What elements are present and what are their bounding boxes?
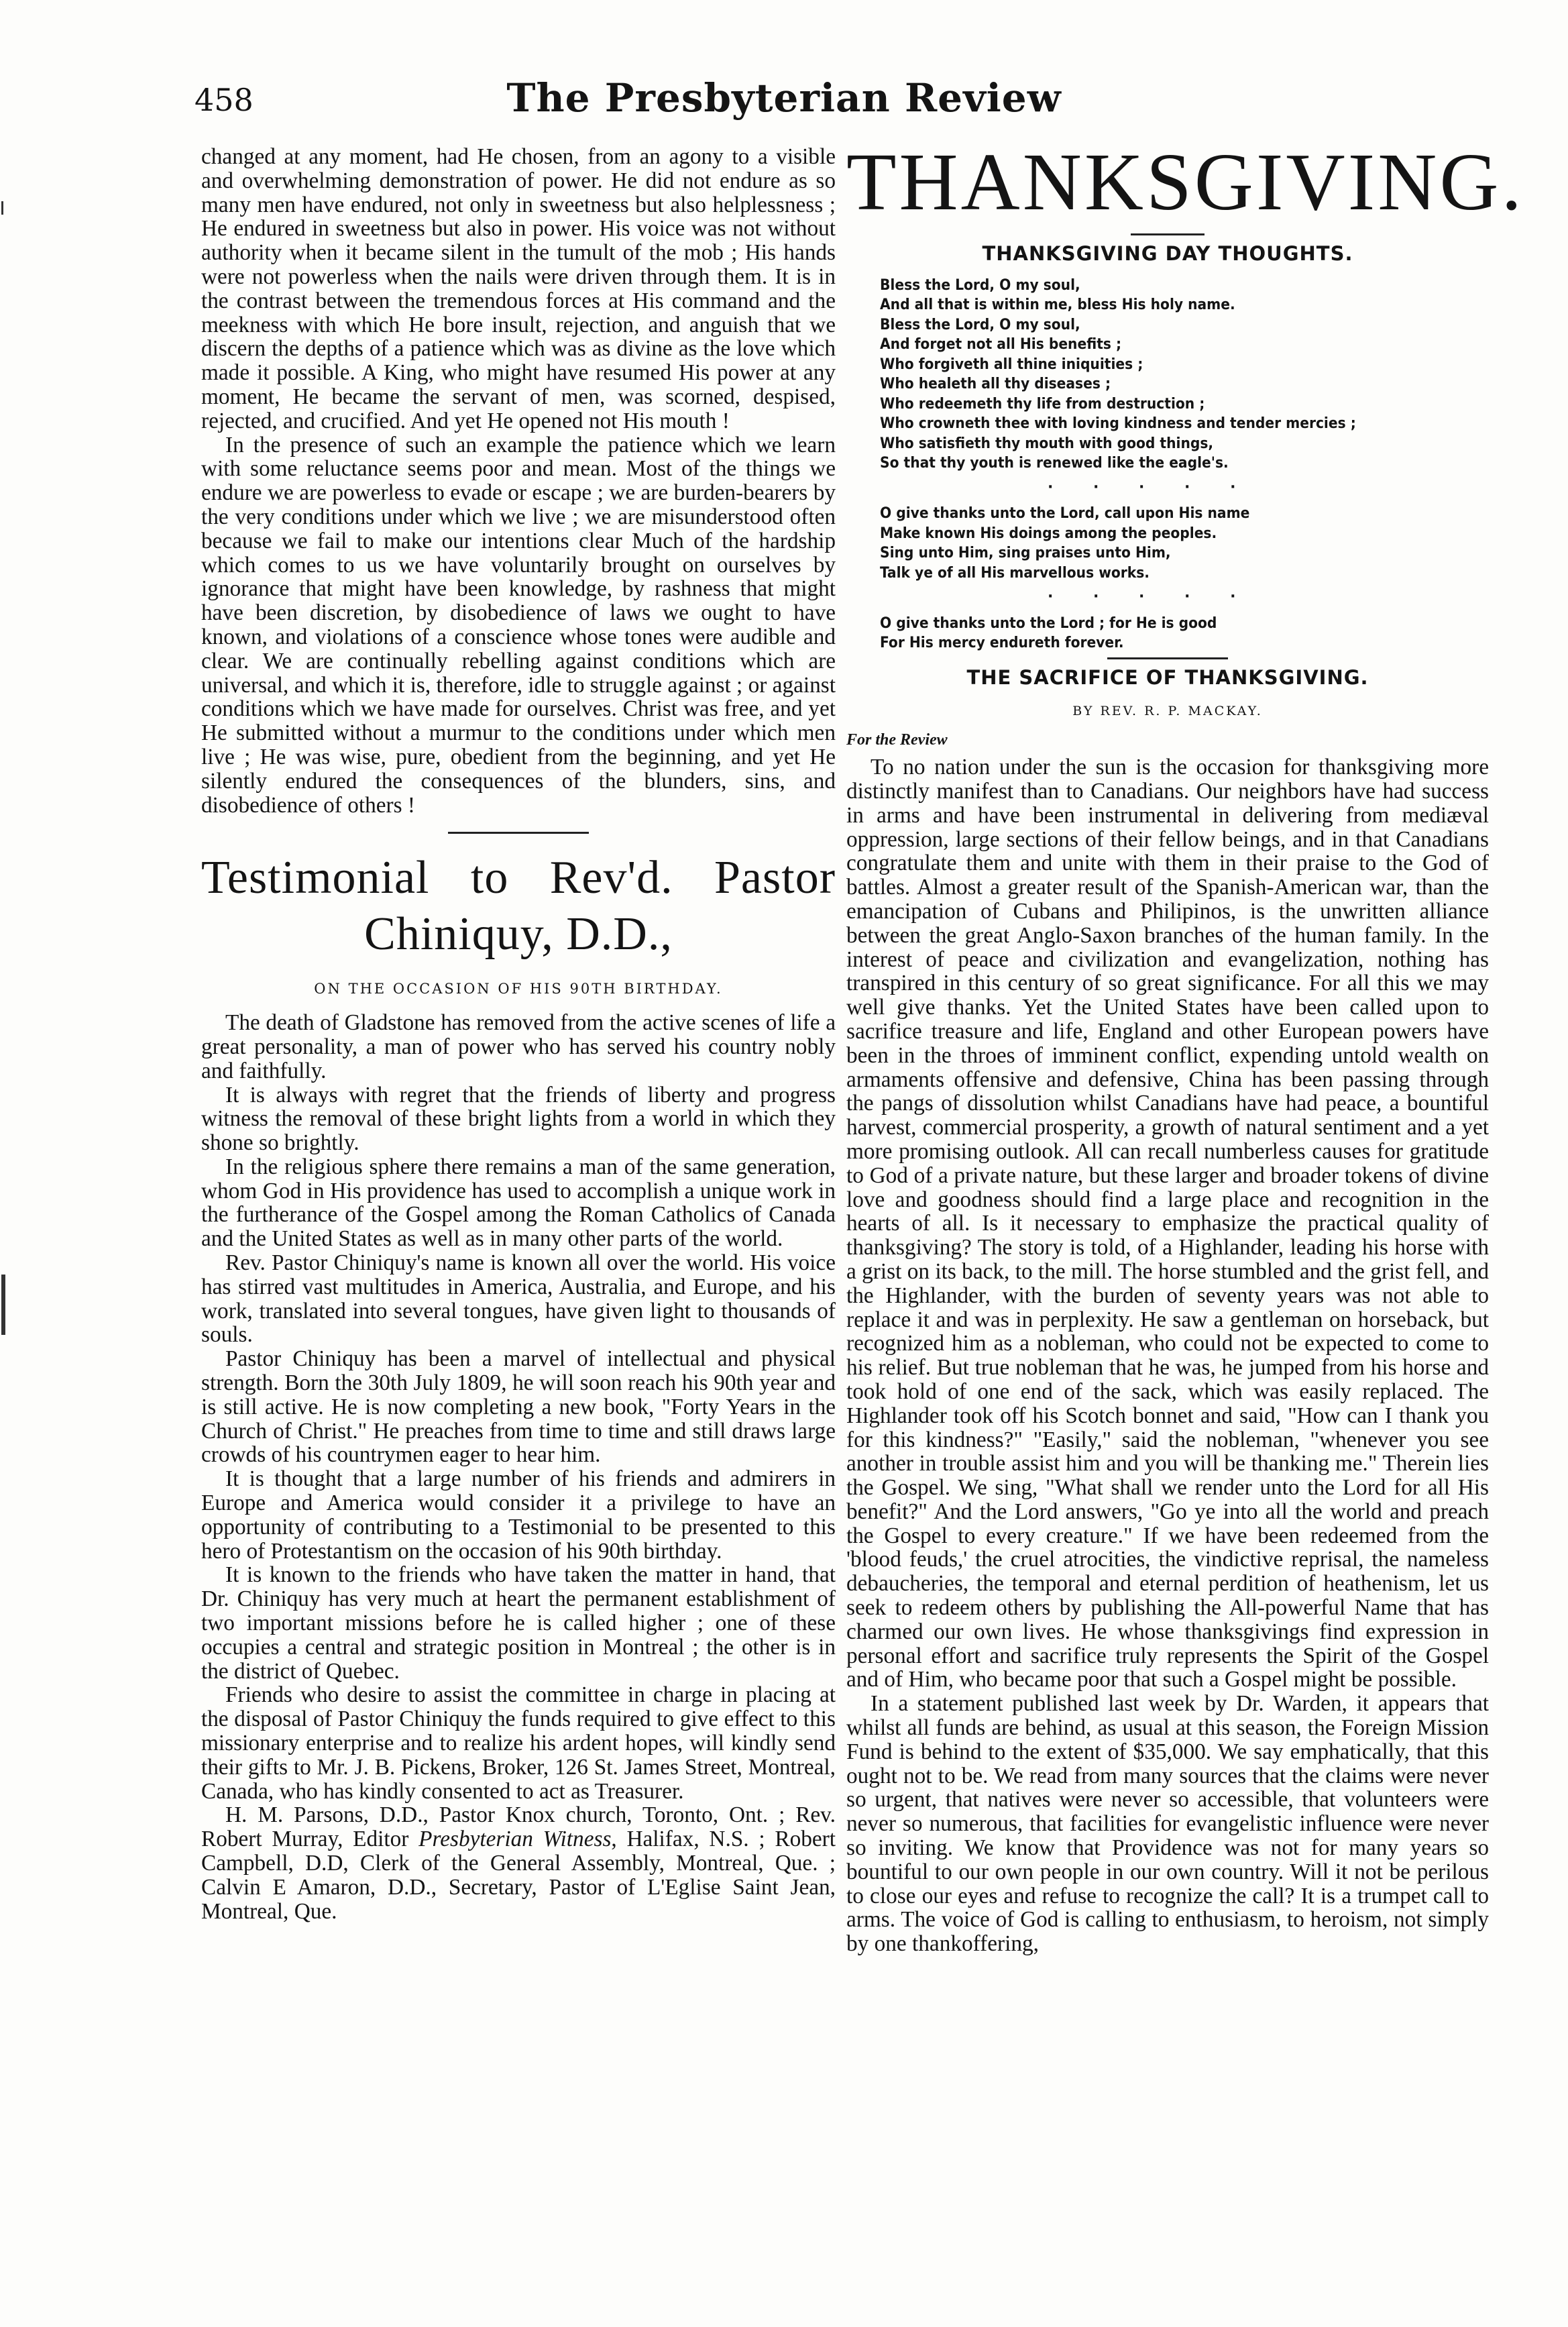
right-column xyxy=(846,137,1524,1957)
poem-line: Bless the Lord, O my soul, xyxy=(880,276,1080,294)
poem-line: Who healeth all thy diseases ; xyxy=(880,375,1111,393)
signatories-text: H. M. Parsons, D.D., Pastor Knox church, Toronto, Ont. ; Rev. Robert Murray, Editor xyxy=(201,1802,836,1852)
poem-line: Sing unto Him, sing praises unto Him, xyxy=(880,544,1171,562)
poem-line: Who redeemeth thy life from destruction ; xyxy=(880,394,1205,413)
paragraph: In the presence of such an example the patience which we learn with some reluctance seems poor and mean. Most of the things we endure we are powerless to evade or escape ; we are burden-bearers by the very conditions under which we live ; we are misunderstood often because we fail to make our intentions clear Much of the hardship which comes to us we have voluntarily brought on ourselves by ignorance that might have been knowledge, by rashness that might have been discretion, by disobedience of laws we ought to have known, and violations of a conscience whose tones were audible and clear. We are continually rebelling against conditions which are universal, and which it is, therefore, idle to struggle against ; or against conditions which we have made for ourselves. Christ was free, and yet He submitted without a murmur to the conditions under which men live ; He was wise, pure, obedient from the beginning, and yet He silently endured the consequences of the blunders, sins, and disobedience of others ! xyxy=(201,432,836,818)
scan-edge-tick xyxy=(1,201,3,215)
poem-line: So that thy youth is renewed like the eagle's. xyxy=(880,454,1229,472)
paragraph: Rev. Pastor Chiniquy's name is known all over the world. His voice has stirred vast multitudes in America, Australia, and Europe, and his work, translated into several tongues, have given light to thousands of souls. xyxy=(201,1250,836,1348)
paragraph: It is thought that a large number of his friends and admirers in Europe and America would consider it a privilege to have an opportunity of contributing to a Testimonial to be presented to this hero of Protestantism on the occasion of his 90th birthday. xyxy=(201,1466,836,1564)
byline: BY REV. R. P. MACKAY. xyxy=(1072,703,1263,718)
signatories xyxy=(201,1803,836,1923)
running-title: The Presbyterian Review xyxy=(506,75,1062,121)
paragraph: To no nation under the sun is the occasion for thanksgiving more distinctly manifest than to Canadians. Our neighbors have had success in arms and have been instrumental in delivering from mediæval oppression, large sections of their fellow beings, and in that Canadians congratulate them and unite with them in their praise to the God of battles. Almost a greater result of the Spanish-American war, than the emancipation of Cubans and Philipinos, is the unwritten alliance between the great Anglo-Saxon branches of the human family. In the interest of peace and civilization and evangelization, nothing has transpired in this century of so great significance. For all this we may well give thanks. Yet the United States have been called upon to sacrifice treasure and life, England and other European powers have been in the throes of imminent conflict, expending untold wealth on armaments offensive and defensive, China has been passing through the pangs of dissolution whilst Canadians have had peace, a bountiful harvest, commercial prosperity, a growth of natural sentiment and a yet more promising outlook. All can recall numberless causes for gratitude to God of a private nature, but these larger and broader tokens of divine love and goodness should find a large place and recognition in the hearts of all. Is it necessary to emphasize the practical quality of thanksgiving? The story is told, of a Highlander, leading his horse with a grist on its back, to the mill. The horse stumbled and the grist fell, and the Highlander, with the burden of seventy years was not able to replace it and was in perplexity. He saw a gentleman on horseback, but recognized him as a nobleman, who could not be expected to come to his relief. But true nobleman that he was, he jumped from his horse and took hold of one end of the sack, which was easily replaced. The Highlander took off his Scotch bonnet and said, "How can I thank you for this kindness?" "Easily," said the nobleman, "whenever you see another in trouble assist him and you will be thanking me." Therein lies the Gospel. We sing, "What shall we render unto the Lord for all His benefit?" And the Lord answers, "Go ye into all the world and preach the Gospel to every creature." If we have been redeemed from the 'blood feuds,' the cruel atrocities, the vindictive reprisal, the nameless debaucheries, the temporal and eternal perdition of heathenism, let us seek to redeem others by publishing the All-powerful Name that has charmed our own lives. He whose thanksgivings find expression in personal effort and sacrifice truly represents the Spirit of the Gospel and of Him, who became poor that such a Gospel might be possible. xyxy=(846,755,1489,1692)
poem-line: For His mercy endureth forever. xyxy=(880,634,1124,652)
article-title-line-2: Chiniquy, D.D., xyxy=(364,908,673,961)
poem-rule xyxy=(1107,657,1228,659)
article-heading: THE SACRIFICE OF THANKSGIVING. xyxy=(966,665,1369,689)
poem-line: Make known His doings among the peoples. xyxy=(880,524,1217,542)
banner-rule xyxy=(1131,233,1205,235)
poem-line: And all that is within me, bless His holy name. xyxy=(880,296,1235,314)
scan-edge-mark xyxy=(1,1275,5,1335)
poem-line: Talk ye of all His marvellous works. xyxy=(880,563,1150,582)
for-review-note: For the Review xyxy=(846,731,948,749)
article-title-line-1: Testimonial to Rev'd. Pastor xyxy=(201,852,836,904)
stanza-separator: · · · · · xyxy=(1048,588,1253,606)
paragraph: Friends who desire to assist the committee in charge in placing at the disposal of Pastor Chiniquy the funds required to give effect to this missionary enterprise and to realize his ardent hopes, will kindly send their gifts to Mr. J. B. Pickens, Broker, 126 St. James Street, Montreal, Canada, who has kindly consented to act as Treasurer. xyxy=(201,1682,836,1804)
poem-line: Bless the Lord, O my soul, xyxy=(880,315,1080,333)
paragraph: The death of Gladstone has removed from the active scenes of life a great personality, a man of power who has served his country nobly and faithfully. xyxy=(201,1010,836,1083)
thanksgiving-banner: THANKSGIVING. xyxy=(846,137,1524,227)
poem-line: Who forgiveth all thine iniquities ; xyxy=(880,355,1143,373)
section-divider xyxy=(448,832,589,834)
paragraph: It is known to the friends who have taken the matter in hand, that Dr. Chiniquy has very much at heart the permanent establishment of two important missions before he is called higher ; one of these occupies a central and strategic position in Montreal ; the other is in the district of Quebec. xyxy=(201,1562,836,1684)
poem-line: And forget not all His benefits ; xyxy=(880,335,1122,354)
paragraph: It is always with regret that the friends of liberty and progress witness the removal of these bright lights from a world in which they shone so brightly. xyxy=(201,1082,836,1156)
paragraph: In the religious sphere there remains a man of the same generation, whom God in His providence has used to accomplish a unique work in the furtherance of the Gospel among the Roman Catholics of Canada and the United States as well as in many other parts of the world. xyxy=(201,1154,836,1252)
article-title xyxy=(201,850,836,963)
poem xyxy=(846,276,1489,653)
article-subtitle: ON THE OCCASION OF HIS 90TH BIRTHDAY. xyxy=(314,981,723,997)
paragraph: In a statement published last week by Dr. Warden, it appears that whilst all funds are behind, as usual at this season, the Foreign Mission Fund is behind to the extent of $35,000. We say emphatically, that this ought not to be. We read from many sources that the claims were never so urgent, that natives were never so accessible, that volunteers were never so numerous, that facilities for evangelistic influence were never so inviting. We know that Providence was not for many years so bountiful to our own people in our own country. Will it not be perilous to close our eyes and refuse to recognize the call? It is a trumpet call to arms. The voice of God is calling to enthusiasm, to heroism, not simply by one thankoffering, xyxy=(846,1691,1489,1957)
poem-line: O give thanks unto the Lord, call upon His name xyxy=(880,504,1250,523)
signatories-publication: Presbyterian Witness xyxy=(418,1827,612,1852)
poem-line: O give thanks unto the Lord ; for He is good xyxy=(880,614,1217,632)
poem-heading: THANKSGIVING DAY THOUGHTS. xyxy=(982,242,1353,265)
stanza-separator: · · · · · xyxy=(1048,478,1253,496)
paragraph: changed at any moment, had He chosen, from an agony to a visible and overwhelming demonstration of power. He did not endure as so many men have endured, not only in sweetness but also helplessness ; He endured in sweetness but also in power. His voice was not without authority when it became silent in the tumult of the mob ; His hands were not powerless when the nails were driven through them. It is in the contrast between the tremendous forces at His command and the meekness with which He bore insult, rejection, and anguish that we discern the depths of a patience which was as divine as the love which made it possible. A King, who might have resumed His power at any moment, He became the servant of men, was scorned, despised, rejected, and crucified. And yet He opened not His mouth ! xyxy=(201,144,836,433)
signatories-text: , Halifax, N.S. ; Robert Campbell, D.D, Clerk of the General Assembly, Montreal, Que. ; Calvin E Amaron, D.D., Secretary, Pastor of L'Eglise Saint Jean, Montreal, Que. xyxy=(201,1827,836,1924)
poem-line: Who satisfieth thy mouth with good things, xyxy=(880,434,1214,452)
left-column xyxy=(201,145,836,1923)
page-number: 458 xyxy=(194,82,254,118)
paragraph: Pastor Chiniquy has been a marvel of intellectual and physical strength. Born the 30th July 1809, he will soon reach his 90th year and is still active. He is now completing a new book, "Forty Years in the Church of Christ." He preaches from time to time and still draws large crowds of his countrymen eager to hear him. xyxy=(201,1346,836,1468)
poem-line: Who crowneth thee with loving kindness and tender mercies ; xyxy=(880,415,1356,433)
